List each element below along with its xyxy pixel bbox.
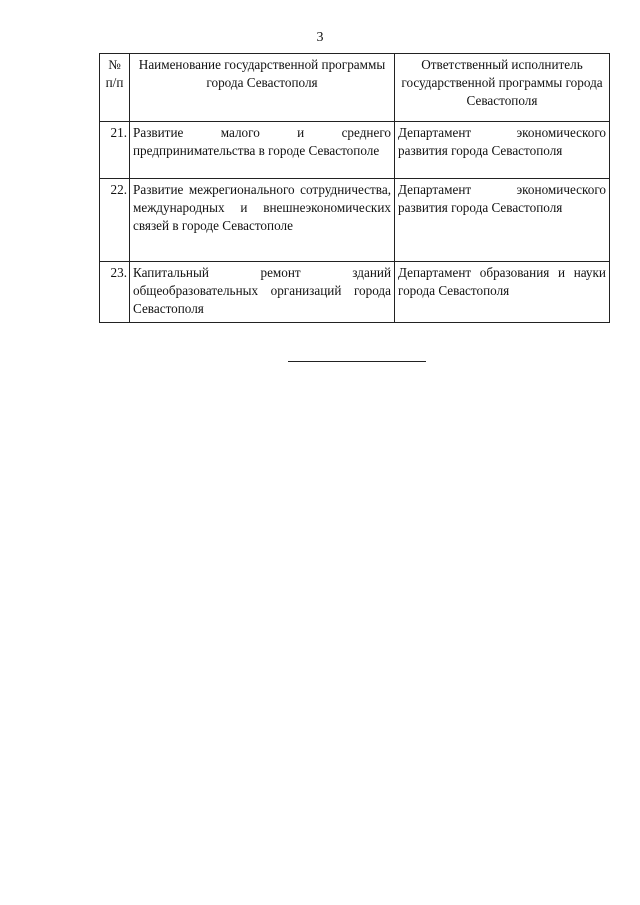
row-program-name: Развитие межрегионального сотрудничества, международных и внешнеэкономических связей в городе Севастополе [130,179,395,262]
row-executor: Департамент экономического развития города Севастополя [395,122,610,179]
row-num: 21. [100,122,130,179]
row-num: 23. [100,262,130,323]
row-executor: Департамент экономического развития города Севастополя [395,179,610,262]
table-header-row [100,54,610,122]
table-row [100,122,610,179]
end-divider [288,361,426,362]
row-executor: Департамент образования и науки города Севастополя [395,262,610,323]
row-program-name: Капитальный ремонт зданий общеобразовательных организаций города Севастополя [130,262,395,323]
table-body [100,122,610,323]
row-num: 22. [100,179,130,262]
header-program-name: Наименование государственной программы города Севастополя [130,54,395,122]
page-number: 3 [316,30,324,45]
table-row [100,262,610,323]
header-executor: Ответственный исполнитель государственной программы города Севастополя [395,54,610,122]
table-row [100,179,610,262]
row-program-name: Развитие малого и среднего предпринимательства в городе Севастополе [130,122,395,179]
header-num: № п/п [100,54,130,122]
table-header [100,54,610,122]
programs-table [99,53,610,323]
